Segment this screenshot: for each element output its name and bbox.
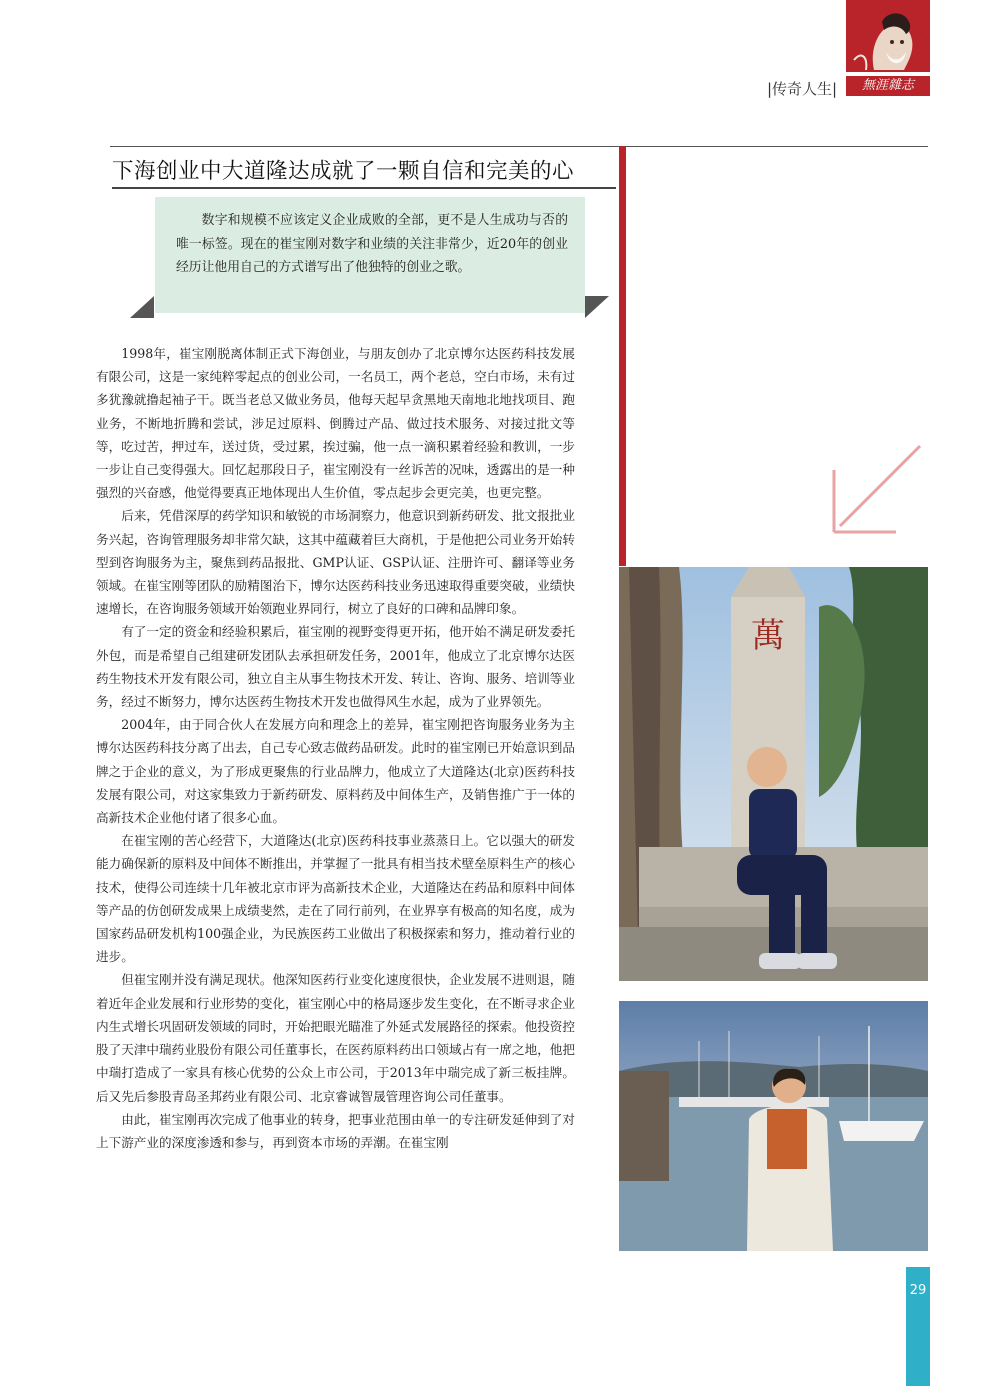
paragraph: 由此，崔宝刚再次完成了他事业的转身，把事业范围由单一的专注研发延伸到了对上下游产业的深度渗透和参与，再到资本市场的弄潮。在崔宝刚 — [96, 1111, 575, 1150]
paragraph: 有了一定的资金和经验积累后，崔宝刚的视野变得更开拓，他开始不满足研发委托外包，而是希望自己组建研发团队去承担研发任务，2001年，他成立了北京博尔达医药生物技术开发有限公司，独立自主从事生物技术开发、转让、咨询、服务、培训等业务，经过不断努力，博尔达医药生物技术开发也做得风生水起，成为了业界领先。 — [96, 624, 575, 710]
page-number: 29 — [909, 1283, 927, 1298]
paragraph: 1998年，崔宝刚脱离体制正式下海创业，与朋友创办了北京博尔达医药科技发展有限公司，这是一家纯粹零起点的创业公司，一名员工，两个老总，空白市场，未有过多犹豫就撸起袖子干。既当老总又做业务员，他每天起早贪黑地天南地北地找项目、跑业务，不断地折腾和尝试，涉足过原料、倒腾过产品、做过技术服务、对接过批文等等，吃过苦，押过车，送过货，受过累，挨过骗，他一点一滴积累着经验和教训，一步一步让自己变得强大。回忆起那段日子，崔宝刚没有一丝诉苦的况味，透露出的是一种强烈的兴奋感，他觉得要真正地体现出人生价值，零点起步会更完美，也更完整。 — [96, 346, 575, 501]
magazine-logo — [846, 0, 930, 72]
red-accent-bar — [619, 146, 626, 566]
arrow-decoration-icon — [826, 440, 926, 540]
title-underline — [112, 187, 616, 189]
section-label: |传奇人生| — [767, 80, 838, 98]
photo-monument — [619, 567, 928, 981]
paragraph: 在崔宝刚的苦心经营下，大道隆达(北京)医药科技事业蒸蒸日上。它以强大的研发能力确保新的原料及中间体不断推出，并掌握了一批具有相当技术壁垒原料生产的核心技术，使得公司连续十几年被北京市评为高新技术企业，大道隆达在药品和原料中间体等产品的仿创研发成果上成绩斐然，走在了同行前列，在业界享有极高的知名度，成为国家药品研发机构100强企业，为民族医药工业做出了积极探索和努力，推动着行业的进步。 — [96, 833, 575, 965]
photo-harbor — [619, 1001, 928, 1251]
header-divider — [110, 146, 928, 147]
monument-char: 萬 — [751, 616, 785, 656]
paragraph: 后来，凭借深厚的药学知识和敏锐的市场洞察力，他意识到新药研发、批文报批业务兴起，咨询管理服务却非常欠缺，这其中蕴藏着巨大商机，于是他把公司业务开始转型到咨询服务为主，聚焦到药品报批、GMP认证、GSP认证、注册许可、翻译等业务领域。在崔宝刚等团队的励精图治下，博尔达医药科技业务迅速取得重要突破，业绩快速增长，在咨询服务领域开始领跑业界同行，树立了良好的口碑和品牌印象。 — [96, 508, 575, 617]
paragraph: 2004年，由于同合伙人在发展方向和理念上的差异，崔宝刚把咨询服务业务为主博尔达医药科技分离了出去，自己专心致志做药品研发。此时的崔宝刚已开始意识到品牌之于企业的意义，为了形成更聚焦的行业品牌力，他成立了大道隆达(北京)医药科技发展有限公司，对这家集致力于新药研发、原料药及中间体生产，及销售推广于一体的高新技术企业他付诸了很多心血。 — [96, 717, 575, 826]
quote-corner-left — [130, 296, 154, 318]
brand-label: 無涯雜志 — [846, 76, 930, 96]
paragraph: 但崔宝刚并没有满足现状。他深知医药行业变化速度很快，企业发展不进则退，随着近年企业发展和行业形势的变化，崔宝刚心中的格局逐步发生变化，在不断寻求企业内生式增长巩固研发领域的同时，开始把眼光瞄准了外延式发展路径的探索。他投资控股了天津中瑞药业股份有限公司任董事长，在医药原料药出口领域占有一席之地，他把中瑞打造成了一家具有核心优势的公众上市公司，于2013年中瑞完成了新三板挂牌。后又先后参股青岛圣邦药业有限公司、北京睿诚智晟管理咨询公司任董事。 — [96, 972, 575, 1104]
pull-quote: 数字和规模不应该定义企业成败的全部，更不是人生成功与否的唯一标签。现在的崔宝刚对数字和业绩的关注非常少，近20年的创业经历让他用自己的方式谱写出了他独特的创业之歌。 — [176, 213, 568, 275]
article-title: 下海创业中大道隆达成就了一颗自信和完美的心 — [112, 159, 575, 184]
portrait-icon — [846, 0, 930, 72]
quote-corner-right — [585, 296, 609, 318]
article-body — [96, 342, 575, 1154]
